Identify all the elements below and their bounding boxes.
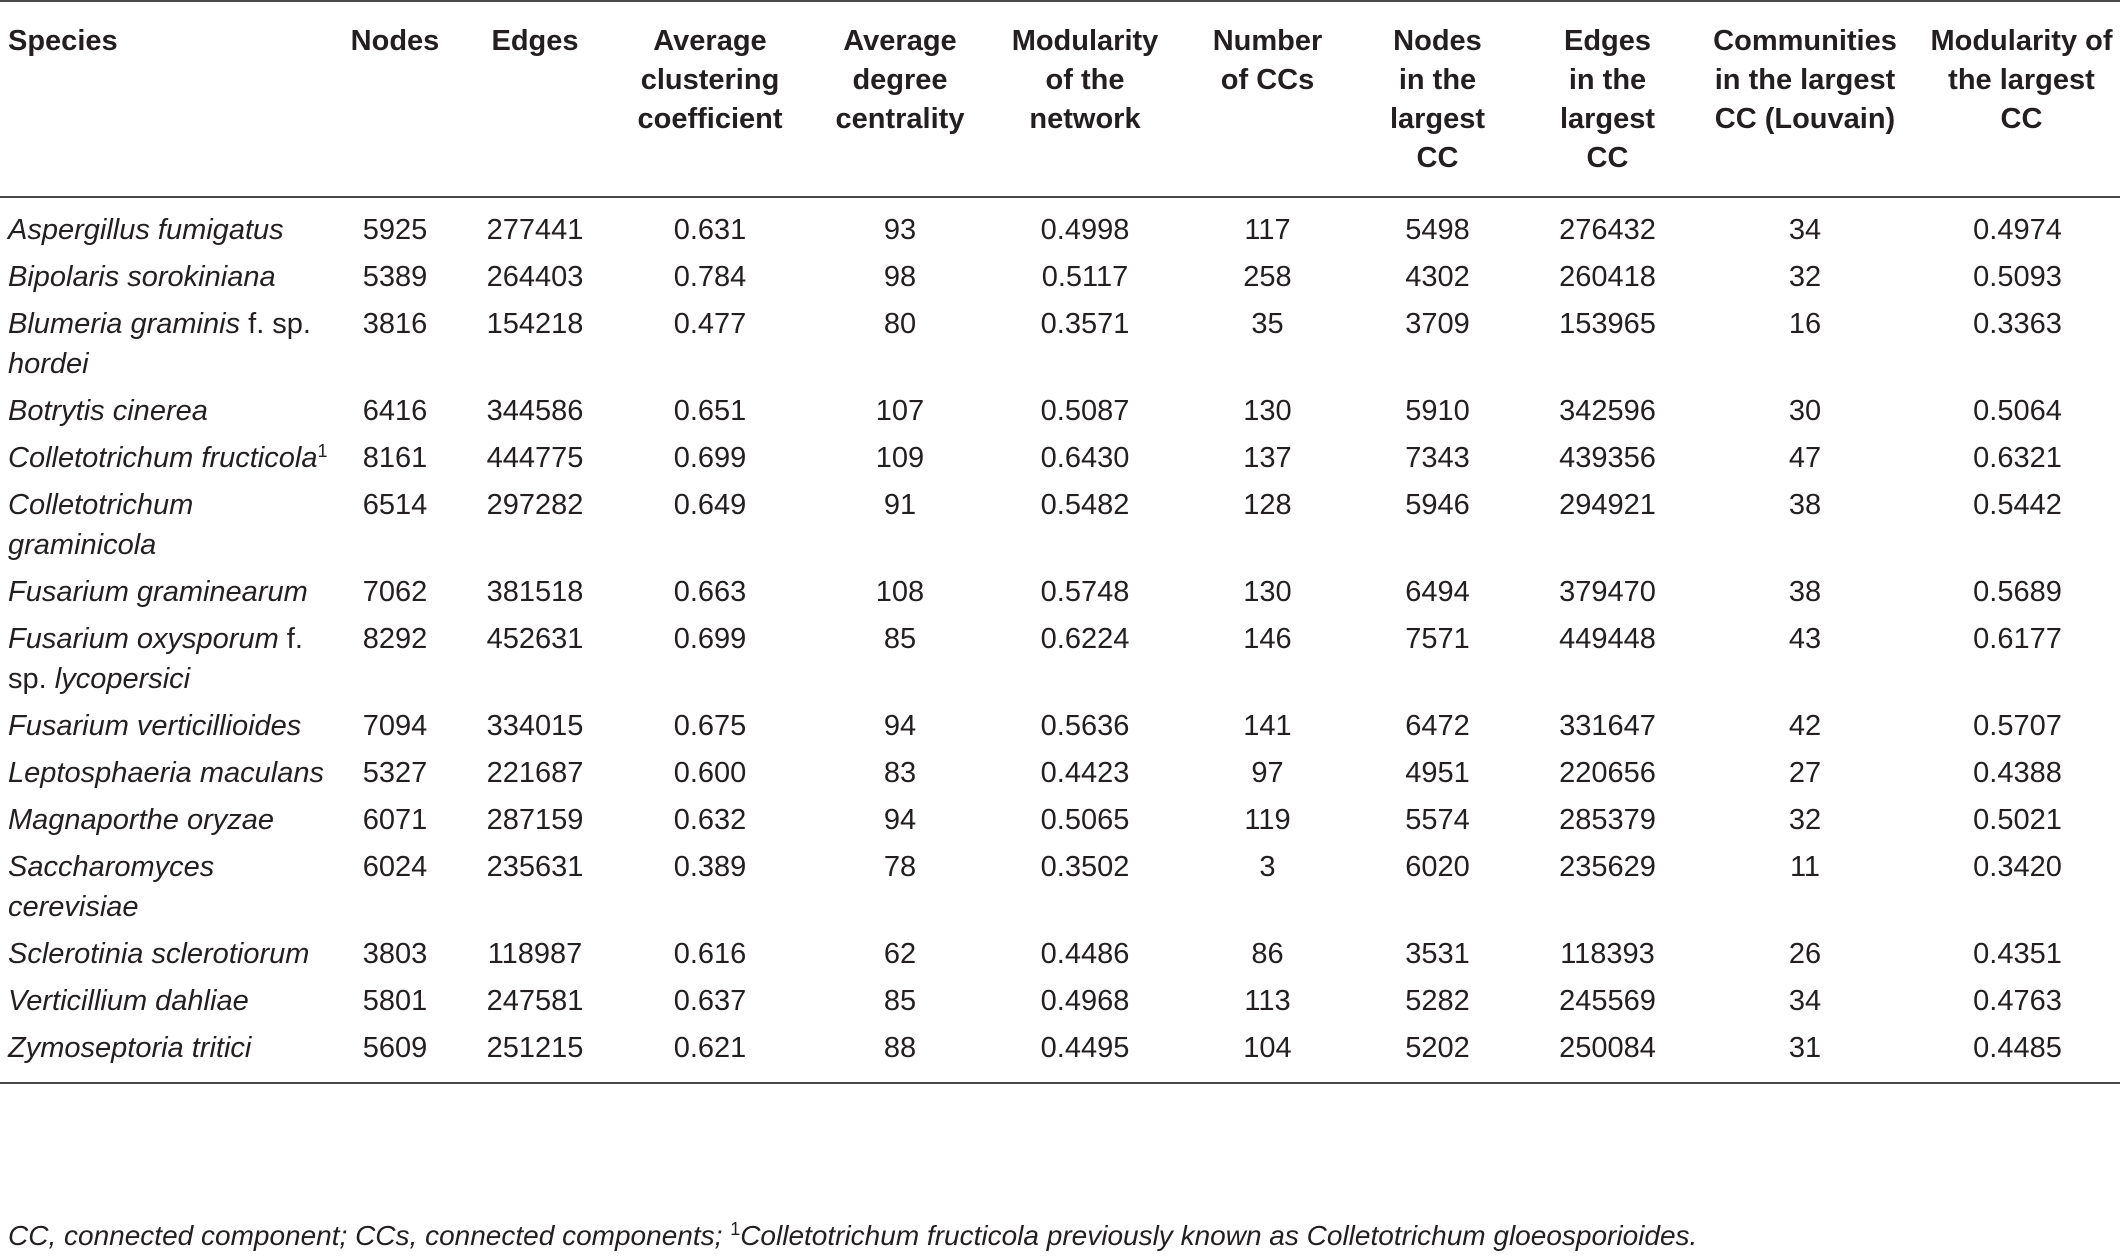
species-cell bbox=[0, 301, 330, 388]
value-cell: 0.5064 bbox=[1973, 395, 2062, 427]
footnote-text: Colletotrichum fructicola previously known as Colletotrichum gloeosporioides. bbox=[740, 1220, 1698, 1251]
value-cell: 5327 bbox=[362, 757, 428, 789]
value-cell: 8161 bbox=[362, 442, 428, 474]
value-cell: 47 bbox=[1788, 442, 1822, 474]
species-cell bbox=[0, 388, 330, 435]
value-cell: 0.651 bbox=[673, 395, 747, 427]
value-cell: 285379 bbox=[1559, 804, 1656, 836]
species-name-part: Fusarium oxysporum bbox=[8, 623, 279, 655]
value-cell: 5498 bbox=[1405, 214, 1470, 246]
value-cell: 297282 bbox=[486, 489, 584, 521]
value-cell: 130 bbox=[1243, 576, 1292, 608]
value-cell: 0.4388 bbox=[1973, 757, 2062, 789]
value-cell: 137 bbox=[1243, 442, 1292, 474]
value-cell: 109 bbox=[875, 442, 925, 474]
value-cell: 6020 bbox=[1405, 851, 1470, 883]
value-cell: 104 bbox=[1243, 1032, 1292, 1064]
value-cell: 0.5093 bbox=[1973, 261, 2062, 293]
value-cell: 3803 bbox=[362, 938, 428, 970]
value-cell: 0.699 bbox=[673, 623, 747, 655]
value-cell: 117 bbox=[1244, 214, 1291, 246]
value-cell: 0.4485 bbox=[1973, 1032, 2062, 1064]
species-name-part: Leptosphaeria maculans bbox=[8, 757, 324, 789]
value-cell: 83 bbox=[883, 757, 917, 789]
value-cell: 94 bbox=[883, 804, 917, 836]
value-cell: 11 bbox=[1789, 851, 1821, 883]
footnote-mark: 1 bbox=[730, 1219, 741, 1239]
value-cell: 31 bbox=[1788, 1032, 1822, 1064]
species-name-part: lycopersici bbox=[54, 663, 191, 695]
value-cell: 0.663 bbox=[673, 576, 747, 608]
column-header: Number of CCs bbox=[1212, 25, 1323, 96]
value-cell: 8292 bbox=[362, 623, 428, 655]
value-cell: 0.5748 bbox=[1040, 576, 1130, 608]
value-cell: 294921 bbox=[1559, 489, 1656, 521]
value-cell: 0.3502 bbox=[1040, 851, 1130, 883]
table-footnote bbox=[8, 1218, 1697, 1254]
value-cell: 85 bbox=[883, 985, 917, 1017]
value-cell: 78 bbox=[883, 851, 917, 883]
table-row bbox=[0, 254, 2120, 301]
species-name-part: Blumeria graminis bbox=[8, 308, 241, 340]
value-cell: 0.5021 bbox=[1973, 804, 2062, 836]
value-cell: 245569 bbox=[1559, 985, 1656, 1017]
value-cell: 0.699 bbox=[673, 442, 747, 474]
value-cell: 264403 bbox=[486, 261, 584, 293]
value-cell: 118987 bbox=[487, 938, 583, 970]
value-cell: 250084 bbox=[1559, 1032, 1656, 1064]
value-cell: 277441 bbox=[486, 214, 584, 246]
value-cell: 235631 bbox=[486, 851, 584, 883]
value-cell: 331647 bbox=[1559, 710, 1656, 742]
value-cell: 5574 bbox=[1405, 804, 1470, 836]
species-name-part: hordei bbox=[8, 348, 89, 380]
value-cell: 32 bbox=[1788, 261, 1822, 293]
value-cell: 221687 bbox=[486, 757, 584, 789]
value-cell: 35 bbox=[1251, 308, 1284, 340]
header-row bbox=[0, 1, 2120, 197]
value-cell: 0.6224 bbox=[1040, 623, 1130, 655]
value-cell: 0.477 bbox=[673, 308, 747, 340]
table-row bbox=[0, 388, 2120, 435]
value-cell: 0.5636 bbox=[1040, 710, 1130, 742]
value-cell: 0.4998 bbox=[1040, 214, 1130, 246]
value-cell: 3531 bbox=[1405, 938, 1470, 970]
species-name-part: Zymoseptoria tritici bbox=[8, 1032, 252, 1064]
table-row bbox=[0, 197, 2120, 254]
value-cell: 5389 bbox=[362, 261, 428, 293]
species-cell bbox=[0, 797, 330, 844]
value-cell: 93 bbox=[883, 214, 917, 246]
value-cell: 0.4486 bbox=[1040, 938, 1130, 970]
value-cell: 6071 bbox=[362, 804, 428, 836]
value-cell: 4951 bbox=[1405, 757, 1470, 789]
value-cell: 0.4968 bbox=[1040, 985, 1130, 1017]
value-cell: 146 bbox=[1243, 623, 1292, 655]
column-header: Edges in the largest CC bbox=[1559, 25, 1656, 174]
value-cell: 7343 bbox=[1405, 442, 1470, 474]
value-cell: 6494 bbox=[1405, 576, 1470, 608]
value-cell: 0.784 bbox=[673, 261, 747, 293]
species-cell bbox=[0, 197, 330, 254]
value-cell: 97 bbox=[1251, 757, 1284, 789]
table-row bbox=[0, 978, 2120, 1025]
value-cell: 379470 bbox=[1559, 576, 1656, 608]
value-cell: 452631 bbox=[486, 623, 584, 655]
value-cell: 449448 bbox=[1559, 623, 1656, 655]
value-cell: 32 bbox=[1788, 804, 1822, 836]
species-cell bbox=[0, 569, 330, 616]
value-cell: 3816 bbox=[362, 308, 428, 340]
value-cell: 0.5707 bbox=[1973, 710, 2062, 742]
value-cell: 0.3571 bbox=[1040, 308, 1130, 340]
value-cell: 38 bbox=[1788, 489, 1822, 521]
species-name-part: Fusarium verticillioides bbox=[8, 710, 302, 742]
species-cell bbox=[0, 931, 330, 978]
value-cell: 251215 bbox=[486, 1032, 584, 1064]
value-cell: 0.632 bbox=[673, 804, 747, 836]
column-header: Species bbox=[8, 25, 118, 57]
value-cell: 42 bbox=[1788, 710, 1822, 742]
value-cell: 0.5117 bbox=[1041, 261, 1129, 293]
value-cell: 94 bbox=[883, 710, 917, 742]
table-row bbox=[0, 569, 2120, 616]
value-cell: 118393 bbox=[1560, 938, 1655, 970]
value-cell: 43 bbox=[1788, 623, 1822, 655]
species-cell bbox=[0, 254, 330, 301]
species-cell bbox=[0, 844, 330, 931]
species-name-part: Magnaporthe oryzae bbox=[8, 804, 274, 836]
value-cell: 6416 bbox=[362, 395, 428, 427]
species-name-part: Sclerotinia sclerotiorum bbox=[8, 938, 310, 970]
value-cell: 7062 bbox=[362, 576, 428, 608]
value-cell: 0.4351 bbox=[1973, 938, 2062, 970]
value-cell: 0.389 bbox=[673, 851, 747, 883]
value-cell: 86 bbox=[1251, 938, 1284, 970]
value-cell: 247581 bbox=[486, 985, 584, 1017]
value-cell: 108 bbox=[875, 576, 925, 608]
value-cell: 0.3420 bbox=[1973, 851, 2062, 883]
value-cell: 0.6321 bbox=[1973, 442, 2062, 474]
species-name-part: Botrytis cinerea bbox=[8, 395, 208, 427]
value-cell: 5946 bbox=[1405, 489, 1470, 521]
value-cell: 0.5689 bbox=[1973, 576, 2062, 608]
value-cell: 0.5065 bbox=[1040, 804, 1130, 836]
value-cell: 0.631 bbox=[673, 214, 747, 246]
table-row bbox=[0, 435, 2120, 482]
species-name-part: Fusarium graminearum bbox=[8, 576, 308, 608]
value-cell: 113 bbox=[1244, 985, 1291, 1017]
value-cell: 439356 bbox=[1559, 442, 1656, 474]
species-name-part: Bipolaris sorokiniana bbox=[8, 261, 276, 293]
value-cell: 0.600 bbox=[673, 757, 747, 789]
table-row bbox=[0, 703, 2120, 750]
table-row bbox=[0, 844, 2120, 931]
table-row bbox=[0, 931, 2120, 978]
value-cell: 5202 bbox=[1405, 1032, 1470, 1064]
value-cell: 0.616 bbox=[673, 938, 747, 970]
value-cell: 0.4423 bbox=[1040, 757, 1130, 789]
value-cell: 34 bbox=[1788, 985, 1822, 1017]
value-cell: 276432 bbox=[1559, 214, 1656, 246]
value-cell: 3709 bbox=[1405, 308, 1470, 340]
value-cell: 6472 bbox=[1405, 710, 1470, 742]
species-name-part: Colletotrichum fructicola bbox=[8, 442, 318, 474]
footnote-abbreviations: CC, connected component; CCs, connected components; bbox=[8, 1220, 731, 1251]
value-cell: 260418 bbox=[1559, 261, 1656, 293]
column-header: Nodes in the largest CC bbox=[1389, 25, 1486, 174]
value-cell: 5609 bbox=[362, 1032, 428, 1064]
value-cell: 0.675 bbox=[673, 710, 747, 742]
species-cell bbox=[0, 978, 330, 1025]
value-cell: 0.3363 bbox=[1973, 308, 2062, 340]
table-row bbox=[0, 482, 2120, 569]
value-cell: 7094 bbox=[362, 710, 428, 742]
column-header: Modularity of the largest CC bbox=[1930, 25, 2113, 135]
column-header: Nodes bbox=[350, 25, 440, 57]
species-cell bbox=[0, 703, 330, 750]
species-cell bbox=[0, 482, 330, 569]
value-cell: 4302 bbox=[1405, 261, 1470, 293]
value-cell: 130 bbox=[1243, 395, 1292, 427]
value-cell: 0.621 bbox=[673, 1032, 747, 1064]
table-row bbox=[0, 616, 2120, 703]
species-cell bbox=[0, 1025, 330, 1083]
value-cell: 128 bbox=[1243, 489, 1292, 521]
value-cell: 0.6177 bbox=[1973, 623, 2062, 655]
value-cell: 444775 bbox=[486, 442, 584, 474]
value-cell: 0.4495 bbox=[1040, 1032, 1130, 1064]
value-cell: 5925 bbox=[362, 214, 428, 246]
species-name-part: Colletotrichum graminicola bbox=[8, 489, 194, 561]
value-cell: 34 bbox=[1788, 214, 1822, 246]
table-row bbox=[0, 1025, 2120, 1083]
value-cell: 3 bbox=[1259, 851, 1276, 883]
value-cell: 16 bbox=[1788, 308, 1822, 340]
value-cell: 7571 bbox=[1405, 623, 1470, 655]
value-cell: 5282 bbox=[1405, 985, 1470, 1017]
value-cell: 88 bbox=[883, 1032, 917, 1064]
value-cell: 98 bbox=[883, 261, 917, 293]
value-cell: 119 bbox=[1244, 804, 1291, 836]
value-cell: 287159 bbox=[486, 804, 584, 836]
column-header: Edges bbox=[491, 25, 579, 57]
column-header: Average clustering coefficient bbox=[637, 25, 783, 135]
value-cell: 6514 bbox=[362, 489, 428, 521]
value-cell: 0.5442 bbox=[1973, 489, 2062, 521]
value-cell: 342596 bbox=[1559, 395, 1656, 427]
value-cell: 80 bbox=[883, 308, 917, 340]
species-cell bbox=[0, 616, 330, 703]
value-cell: 141 bbox=[1243, 710, 1292, 742]
table-row bbox=[0, 301, 2120, 388]
value-cell: 26 bbox=[1788, 938, 1822, 970]
value-cell: 91 bbox=[883, 489, 917, 521]
value-cell: 0.5482 bbox=[1040, 489, 1130, 521]
value-cell: 334015 bbox=[486, 710, 584, 742]
value-cell: 30 bbox=[1788, 395, 1822, 427]
species-cell bbox=[0, 750, 330, 797]
value-cell: 235629 bbox=[1559, 851, 1656, 883]
value-cell: 38 bbox=[1788, 576, 1822, 608]
value-cell: 153965 bbox=[1559, 308, 1656, 340]
value-cell: 5801 bbox=[362, 985, 428, 1017]
value-cell: 0.637 bbox=[673, 985, 747, 1017]
value-cell: 85 bbox=[883, 623, 917, 655]
table-row bbox=[0, 797, 2120, 844]
value-cell: 344586 bbox=[486, 395, 584, 427]
value-cell: 0.649 bbox=[673, 489, 747, 521]
species-name-part: Saccharomyces cerevisiae bbox=[8, 851, 215, 923]
value-cell: 6024 bbox=[362, 851, 428, 883]
value-cell: 107 bbox=[875, 395, 925, 427]
value-cell: 27 bbox=[1788, 757, 1822, 789]
value-cell: 0.5087 bbox=[1040, 395, 1130, 427]
species-cell bbox=[0, 435, 330, 482]
column-header: Modularity of the network bbox=[1011, 25, 1159, 135]
column-header: Communities in the largest CC (Louvain) bbox=[1713, 25, 1897, 135]
table-row bbox=[0, 750, 2120, 797]
footnote-reference: 1 bbox=[317, 441, 328, 461]
species-name-part: Verticillium dahliae bbox=[8, 985, 249, 1017]
value-cell: 220656 bbox=[1559, 757, 1656, 789]
value-cell: 62 bbox=[883, 938, 917, 970]
value-cell: 5910 bbox=[1405, 395, 1470, 427]
value-cell: 0.4763 bbox=[1973, 985, 2062, 1017]
value-cell: 0.6430 bbox=[1040, 442, 1130, 474]
value-cell: 0.4974 bbox=[1973, 214, 2062, 246]
column-header: Average degree centrality bbox=[835, 25, 965, 135]
table-body bbox=[0, 197, 2120, 1083]
species-name-part: f. sp. bbox=[240, 308, 311, 340]
species-name-part: f. sp. bbox=[8, 623, 303, 695]
value-cell: 258 bbox=[1243, 261, 1292, 293]
value-cell: 381518 bbox=[486, 576, 584, 608]
value-cell: 154218 bbox=[486, 308, 584, 340]
species-name-part: Aspergillus fumigatus bbox=[8, 214, 284, 246]
